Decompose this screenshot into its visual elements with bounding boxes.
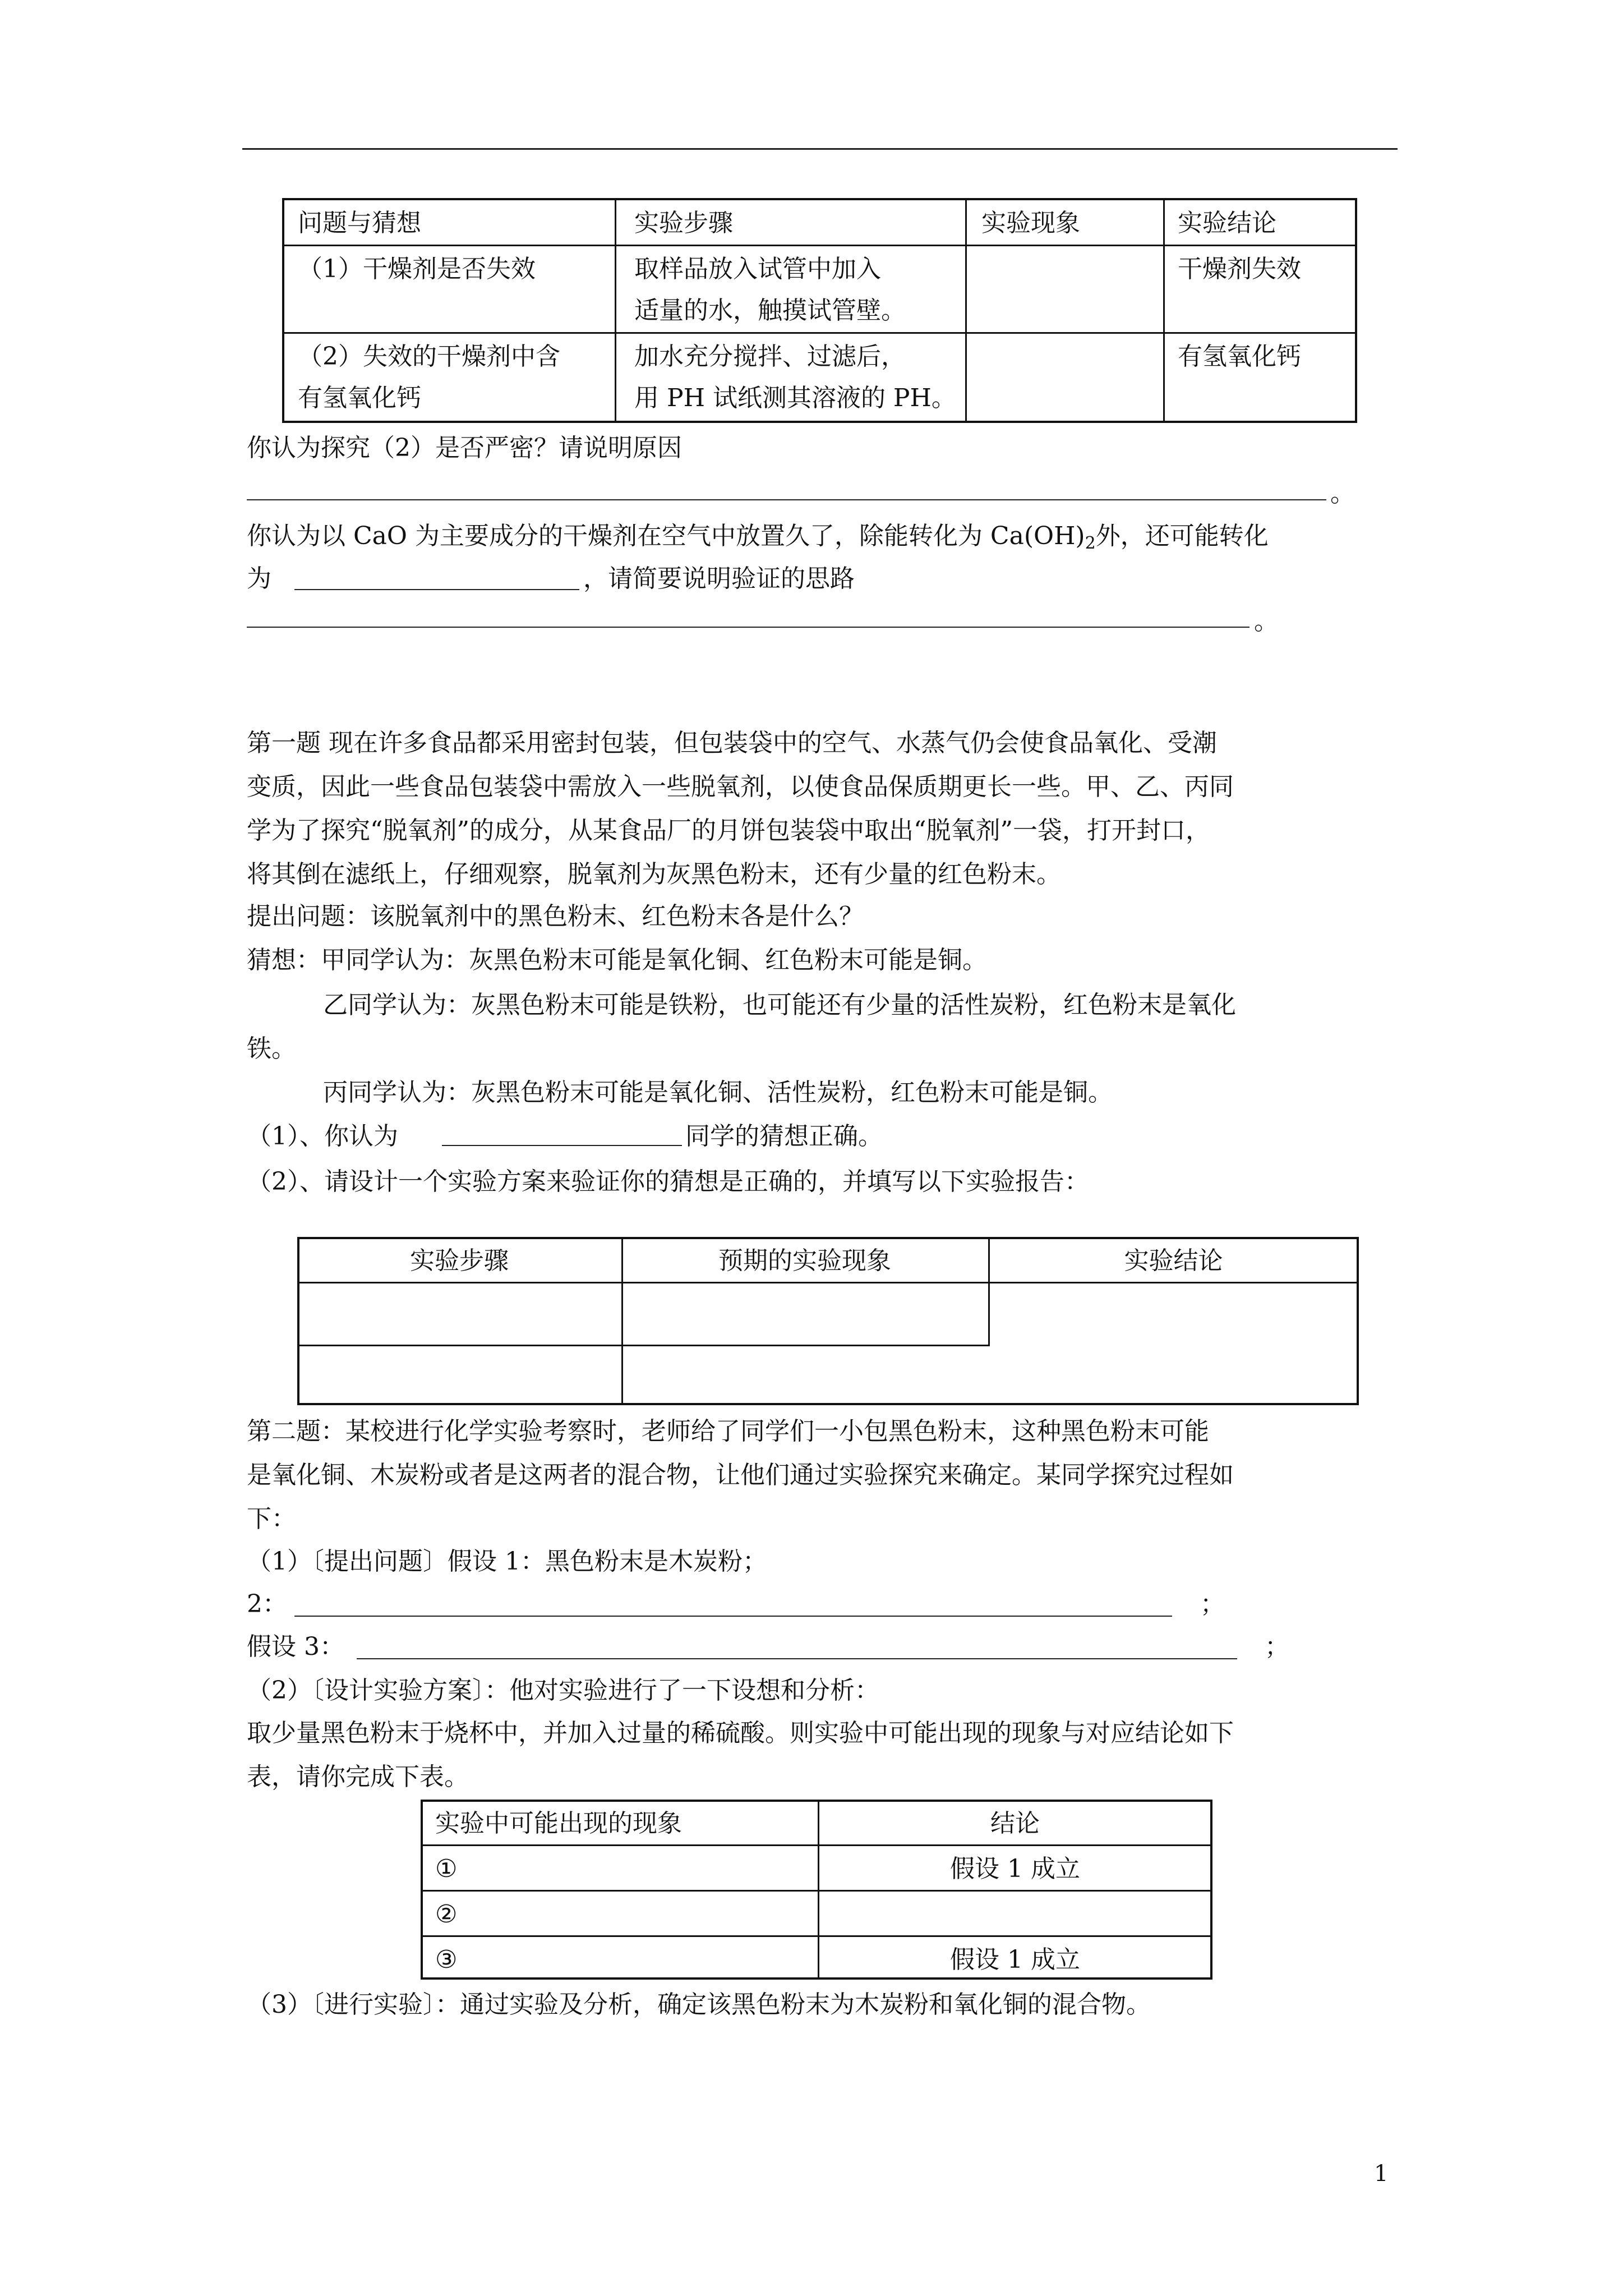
question-cao-line1 bbox=[247, 524, 1269, 552]
table2-header: 预期的实验现象 bbox=[718, 1246, 891, 1275]
table2-cell-steps[interactable] bbox=[299, 1284, 619, 1343]
page-number: 1 bbox=[1374, 2161, 1389, 2187]
cao-line1-post: 外，还可能转化 bbox=[1095, 522, 1269, 550]
problem2-hypothesis2-label: 2： bbox=[247, 1590, 287, 1618]
answer-line[interactable] bbox=[247, 627, 1249, 628]
problem1-bing: 丙同学认为：灰黑色粉末可能是氧化铜、活性炭粉，红色粉末可能是铜。 bbox=[323, 1078, 1113, 1107]
table3-mark: ① bbox=[435, 1855, 458, 1883]
end-mark: 。 bbox=[1254, 607, 1279, 636]
table1-hline bbox=[282, 332, 1357, 334]
answer-blank[interactable] bbox=[294, 1616, 1172, 1617]
table3-conclusion: 假设 1 成立 bbox=[950, 1855, 1080, 1883]
table1-cell-steps: 适量的水，触摸试管壁。 bbox=[634, 296, 906, 325]
answer-line[interactable] bbox=[247, 499, 1326, 500]
table2-header: 实验步骤 bbox=[410, 1246, 509, 1275]
table1-header: 问题与猜想 bbox=[298, 209, 421, 237]
header-rule bbox=[242, 148, 1398, 150]
problem1-yi: 乙同学认为：灰黑色粉末可能是铁粉，也可能还有少量的活性炭粉，红色粉末是氧化 bbox=[323, 991, 1236, 1019]
problem1-q2: （2）、请设计一个实验方案来验证你的猜想是正确的，并填写以下实验报告： bbox=[247, 1167, 1089, 1196]
problem2-design-text: 表，请你完成下表。 bbox=[247, 1763, 469, 1791]
table2-cell-conclusion[interactable] bbox=[624, 1347, 1357, 1403]
cao-line1-pre: 你认为以 CaO 为主要成分的干燥剂在空气中放置久了，除能转化为 Ca(OH) bbox=[247, 522, 1085, 550]
problem2-line: 是氧化铜、木炭粉或者是这两者的混合物，让他们通过实验探究来确定。某同学探究过程如 bbox=[247, 1461, 1234, 1489]
problem2-line: 下： bbox=[247, 1504, 296, 1533]
table2-cell-phenomenon[interactable] bbox=[624, 1284, 986, 1343]
cao-subscript: 2 bbox=[1085, 533, 1096, 553]
table1-hline bbox=[282, 245, 1357, 246]
table1-cell-conclusion: 有氢氧化钙 bbox=[1178, 342, 1301, 371]
answer-blank[interactable] bbox=[442, 1145, 682, 1146]
table3-header: 结论 bbox=[990, 1809, 1040, 1838]
problem1-line: 将其倒在滤纸上，仔细观察，脱氧剂为灰黑色粉末，还有少量的红色粉末。 bbox=[247, 860, 1061, 889]
answer-blank[interactable] bbox=[357, 1658, 1237, 1659]
question-cao-line2-post: ，请简要说明验证的思路 bbox=[583, 564, 855, 593]
table1-cell-conclusion: 干燥剂失效 bbox=[1178, 255, 1301, 283]
table1-vline bbox=[965, 198, 967, 423]
table1-cell-steps: 加水充分搅拌、过滤后， bbox=[634, 342, 906, 371]
table2-cell-steps[interactable] bbox=[299, 1347, 619, 1403]
problem1-line: 变质，因此一些食品包装袋中需放入一些脱氧剂，以使食品保质期更长一些。甲、乙、丙同 bbox=[247, 772, 1234, 801]
problem2-conduct: （3）〔进行实验〕：通过实验及分析，确定该黑色粉末为木炭粉和氧化铜的混合物。 bbox=[247, 1990, 1151, 2019]
answer-blank[interactable] bbox=[294, 589, 579, 590]
table1-cell-steps: 用 PH 试纸测其溶液的 PH。 bbox=[634, 384, 956, 412]
table1-cell-question: （2）失效的干燥剂中含 bbox=[298, 342, 560, 371]
table3-hline bbox=[421, 1890, 1212, 1892]
table3-hline bbox=[421, 1935, 1212, 1937]
table2-hline bbox=[297, 1345, 990, 1346]
table1-header: 实验现象 bbox=[981, 209, 1080, 237]
table1-cell-question: （1）干燥剂是否失效 bbox=[298, 255, 536, 283]
table1-cell-question: 有氢氧化钙 bbox=[298, 384, 421, 412]
problem1-line: 猜想：甲同学认为：灰黑色粉末可能是氧化铜、红色粉末可能是铜。 bbox=[247, 946, 987, 974]
problem2-line: 第二题：某校进行化学实验考察时，老师给了同学们一小包黑色粉末，这种黑色粉末可能 bbox=[247, 1417, 1209, 1446]
table2-header: 实验结论 bbox=[1124, 1246, 1223, 1275]
question-cao-line2-pre: 为 bbox=[247, 564, 271, 593]
problem1-line: 学为了探究“脱氧剂”的成分，从某食品厂的月饼包装袋中取出“脱氧剂”一袋，打开封口， bbox=[247, 816, 1210, 845]
problem2-hypothesis1: （1）〔提出问题〕假设 1：黑色粉末是木炭粉； bbox=[247, 1547, 767, 1576]
problem1-q1-pre: （1）、你认为 bbox=[247, 1122, 398, 1151]
table1-vline bbox=[615, 198, 616, 423]
problem2-hypothesis3-end: ； bbox=[1265, 1632, 1289, 1661]
table1-cell-steps: 取样品放入试管中加入 bbox=[634, 255, 881, 283]
end-mark: 。 bbox=[1330, 479, 1355, 508]
table3-mark: ③ bbox=[435, 1945, 458, 1974]
problem1-q1-post: 同学的猜想正确。 bbox=[685, 1122, 883, 1151]
problem2-hypothesis3-label: 假设 3： bbox=[247, 1632, 344, 1661]
problem2-design-text: 取少量黑色粉末于烧杯中，并加入过量的稀硫酸。则实验中可能出现的现象与对应结论如下 bbox=[247, 1719, 1234, 1747]
table1-header: 实验结论 bbox=[1178, 209, 1276, 237]
table3-mark: ② bbox=[435, 1900, 458, 1929]
problem1-yi-cont: 铁。 bbox=[247, 1034, 296, 1063]
problem1-line: 第一题 现在许多食品都采用密封包装，但包装袋中的空气、水蒸气仍会使食品氧化、受潮 bbox=[247, 729, 1217, 757]
problem1-line: 提出问题：该脱氧剂中的黑色粉末、红色粉末各是什么？ bbox=[247, 902, 864, 931]
table3-hline bbox=[421, 1844, 1212, 1846]
table3-conclusion: 假设 1 成立 bbox=[950, 1945, 1080, 1974]
table1-vline bbox=[1163, 198, 1165, 423]
problem2-hypothesis2-end: ； bbox=[1200, 1590, 1225, 1618]
problem2-design: （2）〔设计实验方案〕：他对实验进行了一下设想和分析： bbox=[247, 1676, 879, 1705]
table3-header: 实验中可能出现的现象 bbox=[435, 1809, 682, 1838]
table2-hline bbox=[297, 1282, 1359, 1283]
question-strict: 你认为探究（2）是否严密？请说明原因 bbox=[247, 434, 682, 462]
table1-header: 实验步骤 bbox=[634, 209, 733, 237]
